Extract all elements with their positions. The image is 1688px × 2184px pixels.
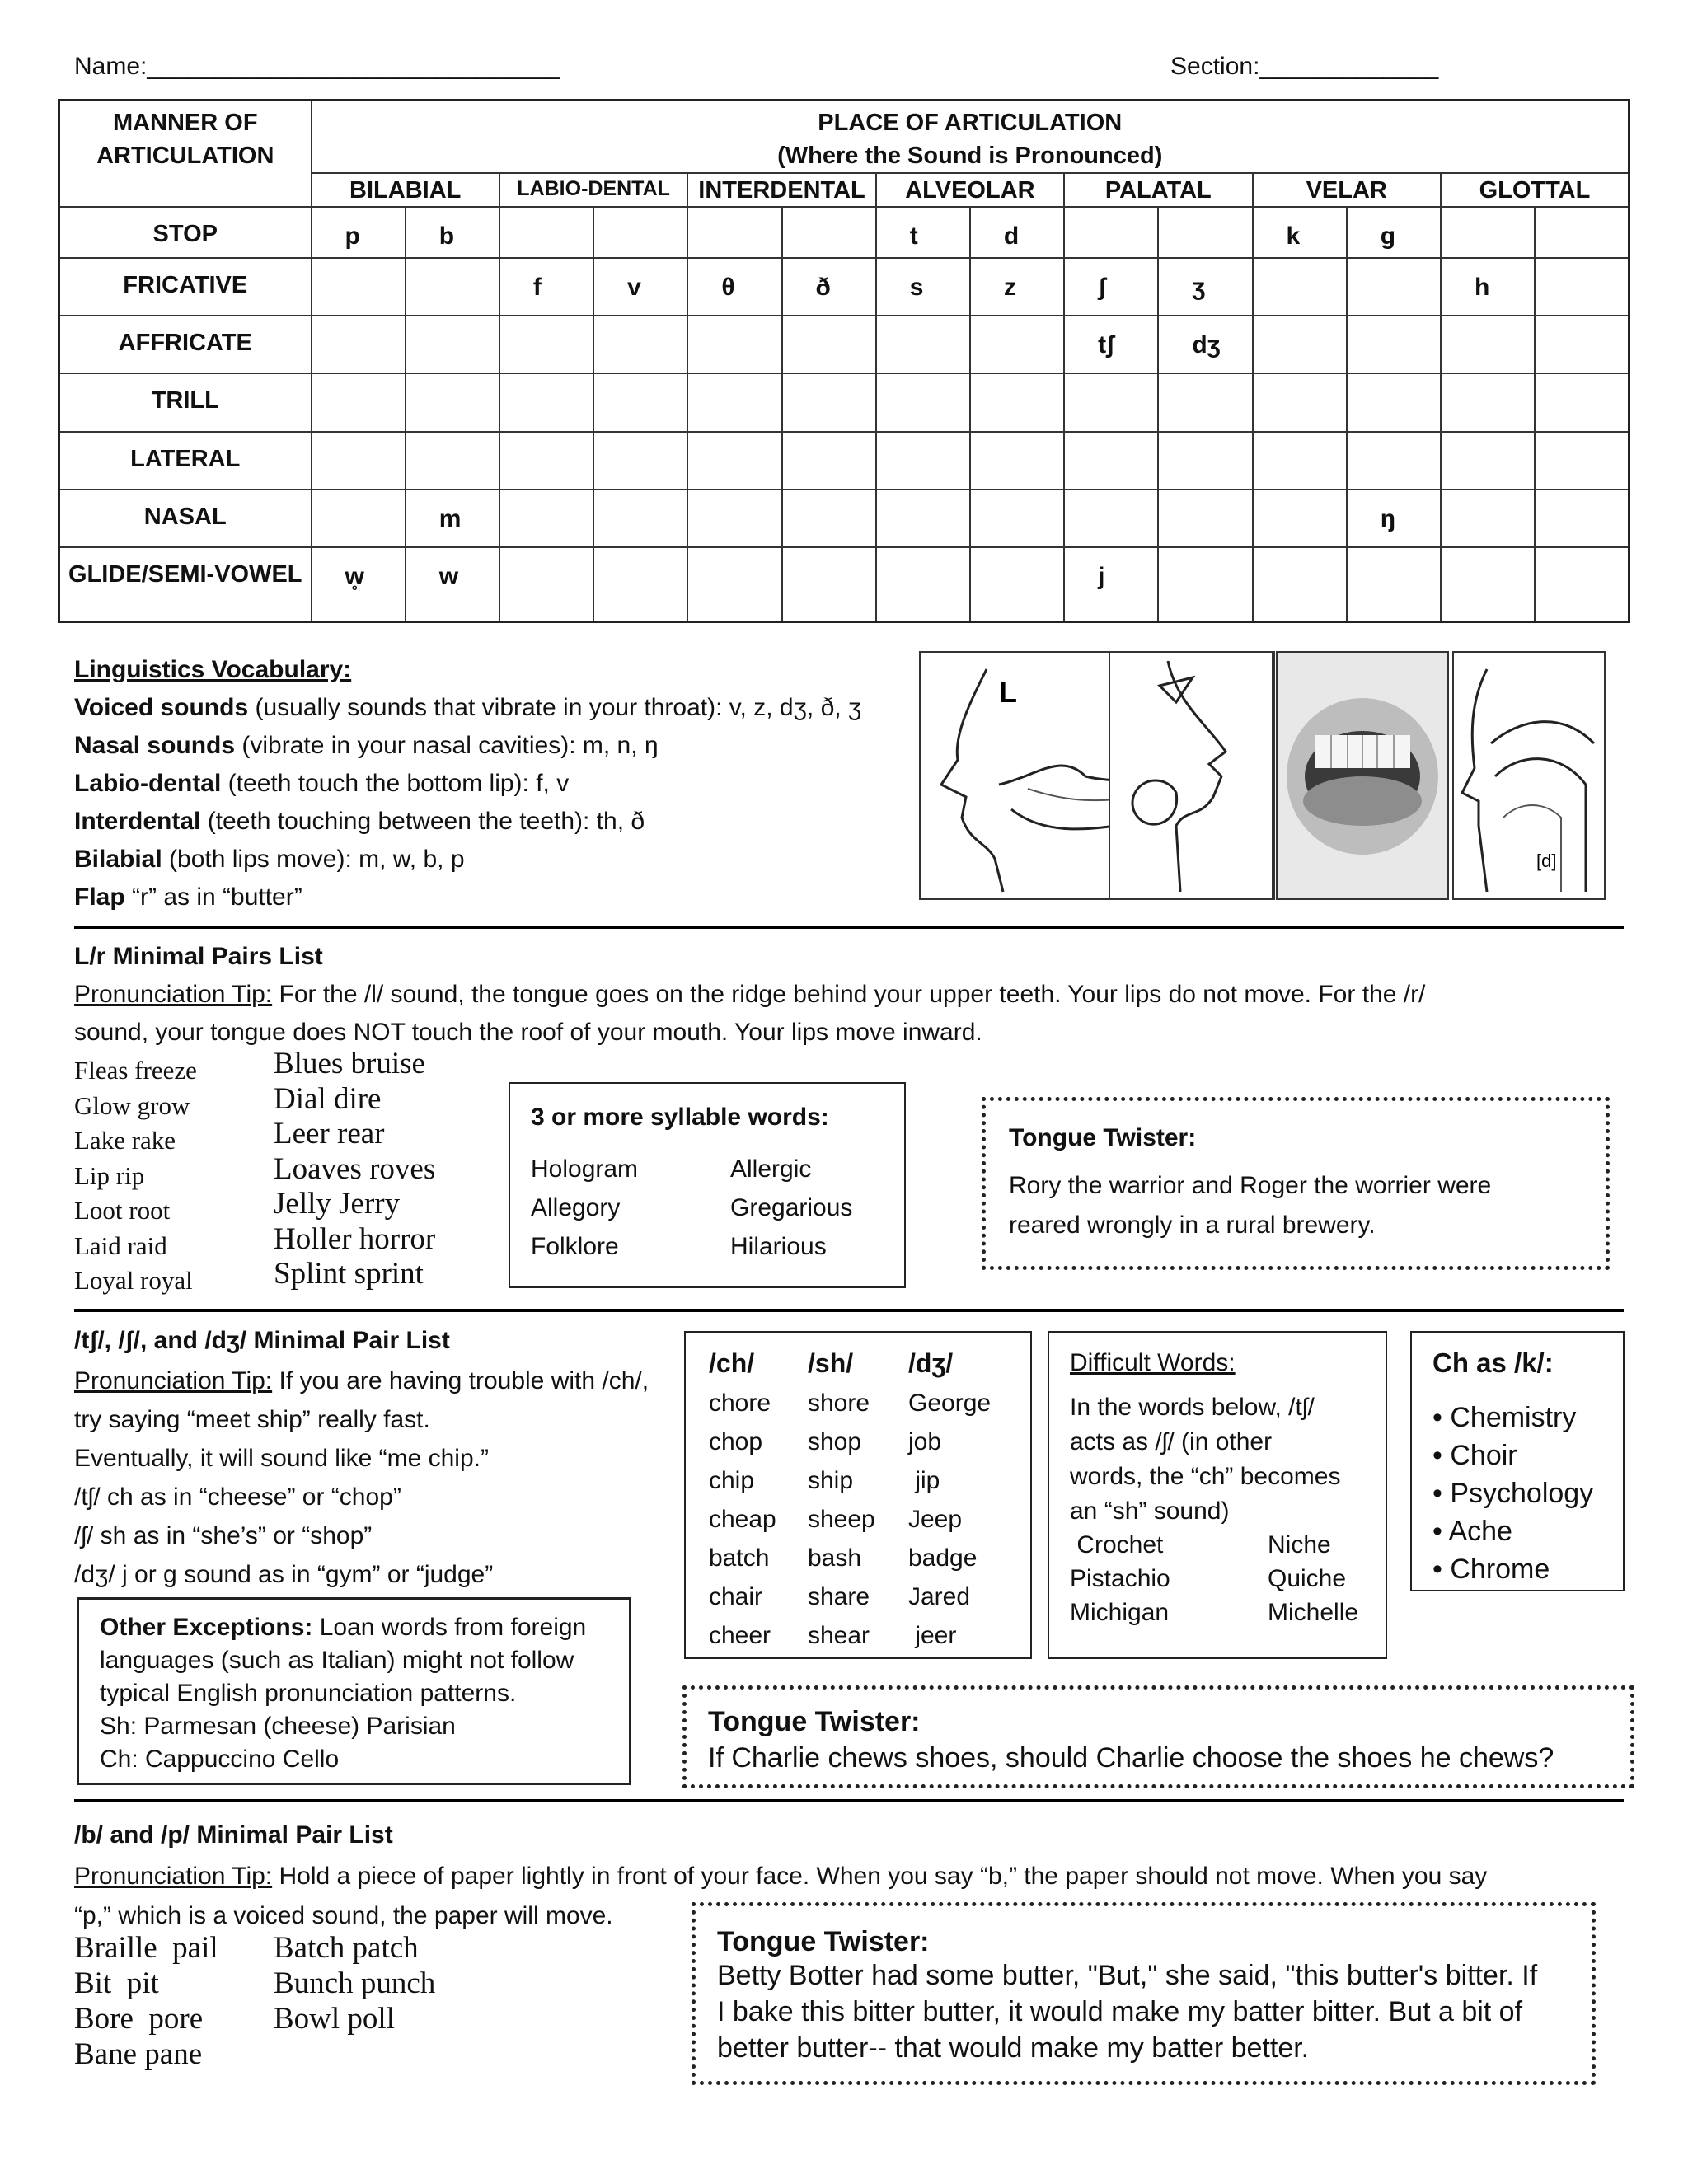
ipa-cell [1535, 316, 1629, 373]
ipa-cell: ʒ [1158, 258, 1252, 316]
ipa-cell [782, 373, 876, 431]
tongue-d-illustration [1454, 653, 1604, 898]
dj-pair-word: Jared [908, 1583, 971, 1610]
ipa-cell [499, 207, 593, 258]
ipa-cell [593, 316, 687, 373]
difficult-words-box [1048, 1331, 1387, 1659]
place-bilabial: BILABIAL [312, 173, 499, 206]
ipa-cell [1441, 207, 1535, 258]
sh-pair-word: shore [808, 1390, 870, 1417]
minimal-pair: Loaves roves [274, 1151, 436, 1186]
bp-tongue-twister-box [692, 1902, 1596, 2085]
difficult-description [1070, 1390, 1340, 1529]
place-alveolar: ALVEOLAR [876, 173, 1064, 206]
ipa-cell [1253, 547, 1347, 621]
exceptions-line: Ch: Cappuccino Cello [100, 1746, 340, 1773]
ch-tip-line: /tʃ/ ch as in “cheese” or “chop” [74, 1483, 401, 1511]
ipa-cell [876, 432, 970, 490]
table-row [59, 547, 1629, 621]
ch-pairs-column-sh [808, 1384, 875, 1655]
bp-pairs-column-1 [74, 1930, 218, 2072]
ipa-cell [1535, 207, 1629, 258]
table-row [59, 373, 1629, 431]
ch-pairs-column-dj [908, 1384, 991, 1655]
ipa-cell [1158, 207, 1252, 258]
ipa-cell [782, 316, 876, 373]
divider-2 [74, 1309, 1624, 1312]
sh-pair-word: shop [808, 1428, 862, 1455]
ipa-cell [782, 432, 876, 490]
bp-pairs-column-2 [274, 1930, 435, 2036]
difficult-description-line: words, the “ch” becomes [1070, 1463, 1341, 1490]
difficult-word: Pistachio [1070, 1565, 1170, 1592]
ipa-cell [687, 432, 781, 490]
table-row [59, 432, 1629, 490]
ipa-cell [687, 207, 781, 258]
manner-label: LATERAL [59, 432, 312, 490]
ch-as-k-item: • Chrome [1432, 1554, 1550, 1585]
ipa-cell [1535, 258, 1629, 316]
ipa-cell [406, 316, 499, 373]
ipa-cell [1253, 316, 1347, 373]
ipa-cell: dʒ [1158, 316, 1252, 373]
labiodental-illustration [1110, 653, 1272, 898]
ch-pair-word: chop [709, 1428, 763, 1455]
ipa-cell [1253, 373, 1347, 431]
minimal-pair: Loot root [74, 1196, 171, 1225]
bp-twister-line: I bake this bitter butter, it would make my batter bitter. But a bit of [717, 1996, 1523, 2027]
difficult-description-line: In the words below, /tʃ/ [1070, 1394, 1315, 1421]
ipa-cell [782, 547, 876, 621]
vocabulary-item: Flap “r” as in “butter” [74, 883, 302, 911]
minimal-pair: Bowl poll [274, 2002, 395, 2036]
syllable-word: Folklore [531, 1233, 619, 1260]
ipa-cell [593, 547, 687, 621]
dj-pair-word: George [908, 1390, 992, 1417]
tongue-d-diagram [1452, 651, 1606, 900]
ipa-cell [1158, 432, 1252, 490]
ipa-cell [1158, 547, 1252, 621]
ipa-cell [499, 547, 593, 621]
difficult-column-1 [1070, 1528, 1170, 1629]
lr-pairs-column-1 [74, 1053, 197, 1299]
syllable-word: Allergic [730, 1155, 812, 1183]
exceptions-line: Sh: Parmesan (cheese) Parisian [100, 1713, 456, 1740]
dj-pair-word: Jeep [908, 1506, 963, 1533]
manner-label: NASAL [59, 490, 312, 547]
bp-twister-line: Betty Botter had some butter, "But," she said, "this butter's bitter. If [717, 1960, 1538, 1991]
ipa-cell [1441, 432, 1535, 490]
ipa-cell: ʃ [1064, 258, 1158, 316]
syllable-column-1 [531, 1150, 638, 1266]
dj-pair-word: jeer [908, 1622, 957, 1649]
minimal-pair: Bit pit [74, 1966, 159, 2000]
exceptions-line: languages (such as Italian) might not follow [100, 1647, 574, 1674]
ipa-cell [406, 373, 499, 431]
lr-pairs-column-2 [274, 1047, 435, 1292]
ipa-cell: f [499, 258, 593, 316]
ipa-cell [687, 373, 781, 431]
ipa-cell: m [406, 490, 499, 547]
ipa-cell [593, 490, 687, 547]
ipa-cell [1158, 490, 1252, 547]
bp-tip-line-2: “p,” which is a voiced sound, the paper will move. [74, 1902, 613, 1929]
ch-as-k-item: • Chemistry [1432, 1402, 1577, 1433]
minimal-pair: Glow grow [74, 1090, 190, 1120]
dj-pair-word: badge [908, 1544, 978, 1572]
ch-pair-word: chip [709, 1467, 755, 1494]
ch-pairs-header-ch: /ch/ [709, 1348, 755, 1378]
exceptions-line: typical English pronunciation patterns. [100, 1680, 517, 1707]
vocabulary-item: Nasal sounds (vibrate in your nasal cavities): m, n, ŋ [74, 732, 659, 759]
ipa-cell: k [1253, 207, 1347, 258]
minimal-pair: Bunch punch [274, 1966, 436, 2000]
ipa-cell [406, 432, 499, 490]
ipa-cell [1158, 373, 1252, 431]
bp-tip-line-1: Pronunciation Tip: Hold a piece of paper lightly in front of your face. When you say “b,” the paper should not move. When you say [74, 1863, 1488, 1890]
ch-pairs-header-dj: /dʒ/ [908, 1348, 954, 1378]
ch-as-k-item: • Ache [1432, 1516, 1512, 1547]
ipa-cell: p [312, 207, 406, 258]
ipa-cell [1253, 490, 1347, 547]
minimal-pair: Lake rake [74, 1126, 176, 1155]
lr-twister-title: Tongue Twister: [1009, 1124, 1197, 1151]
ipa-cell [1535, 432, 1629, 490]
table-row [59, 316, 1629, 373]
ch-tip-line: Eventually, it will sound like “me chip.” [74, 1445, 489, 1472]
sh-pair-word: shear [808, 1622, 870, 1649]
ipa-cell [1253, 258, 1347, 316]
ipa-cell [1347, 547, 1441, 621]
figure-label-d: [d] [1536, 851, 1557, 871]
ipa-cell [1064, 432, 1158, 490]
ch-pair-word: cheer [709, 1622, 771, 1649]
place-interdental: INTERDENTAL [687, 173, 875, 206]
bp-section-title: /b/ and /p/ Minimal Pair List [74, 1821, 393, 1849]
difficult-word: Michigan [1070, 1599, 1170, 1626]
ipa-cell [687, 316, 781, 373]
ipa-cell [1441, 490, 1535, 547]
syllable-word: Allegory [531, 1194, 621, 1221]
ipa-cell: ŋ [1347, 490, 1441, 547]
place-velar: VELAR [1253, 173, 1441, 206]
ch-as-k-box [1410, 1331, 1625, 1591]
minimal-pair: Bane pane [74, 2037, 203, 2071]
ipa-cell [1253, 432, 1347, 490]
minimal-pair: Bore pore [74, 2002, 204, 2036]
ch-pair-word: chair [709, 1583, 763, 1610]
ipa-cell: z [970, 258, 1064, 316]
ch-section-title: /tʃ/, /ʃ/, and /dʒ/ Minimal Pair List [74, 1327, 450, 1354]
ipa-cell: s [876, 258, 970, 316]
other-exceptions-box [77, 1597, 631, 1785]
ch-tongue-twister-box [682, 1685, 1634, 1788]
ch-tip-line: /ʃ/ sh as in “she’s” or “shop” [74, 1522, 373, 1549]
ipa-cell [876, 490, 970, 547]
ipa-cell [1441, 547, 1535, 621]
syllable-words-box [509, 1082, 906, 1288]
manner-header: MANNER OF ARTICULATION [59, 101, 312, 207]
ipa-cell [593, 207, 687, 258]
ipa-cell [970, 373, 1064, 431]
ipa-cell [499, 432, 593, 490]
ipa-cell: j [1064, 547, 1158, 621]
ipa-cell [876, 547, 970, 621]
ipa-cell [499, 316, 593, 373]
ipa-cell [312, 432, 406, 490]
syllable-word: Gregarious [730, 1194, 853, 1221]
ipa-cell [406, 258, 499, 316]
ch-pairs-column-ch [709, 1384, 776, 1655]
minimal-pair: Dial dire [274, 1081, 382, 1116]
ipa-cell [1347, 316, 1441, 373]
table-row [59, 258, 1629, 316]
sh-pair-word: ship [808, 1467, 854, 1494]
bp-twister-text [717, 1957, 1537, 2066]
ch-as-k-list [1432, 1399, 1593, 1588]
ipa-cell [1347, 432, 1441, 490]
ipa-cell [1064, 373, 1158, 431]
difficult-word: Crochet [1070, 1531, 1164, 1558]
ipa-cell: g [1347, 207, 1441, 258]
lr-tip-line-2: sound, your tongue does NOT touch the roof of your mouth. Your lips move inward. [74, 1019, 982, 1046]
minimal-pair: Blues bruise [274, 1047, 425, 1080]
ipa-cell [1441, 316, 1535, 373]
minimal-pair: Batch patch [274, 1931, 419, 1965]
figure-label-l: L [999, 675, 1017, 709]
ipa-cell [312, 373, 406, 431]
ipa-cell [1064, 207, 1158, 258]
ipa-cell [312, 258, 406, 316]
ch-as-k-title: Ch as /k/: [1432, 1347, 1554, 1378]
place-labio-dental: LABIO-DENTAL [499, 173, 687, 206]
lr-tongue-twister-box [982, 1097, 1610, 1270]
ipa-cell [782, 207, 876, 258]
ch-pairs-box [684, 1331, 1032, 1659]
name-field[interactable]: Name:______________________________ [74, 53, 560, 80]
bp-twister-line: better butter-- that would make my batter better. [717, 2032, 1310, 2064]
ch-tip [74, 1361, 649, 1594]
syllable-word: Hologram [531, 1155, 639, 1183]
ipa-cell [970, 490, 1064, 547]
ch-pair-word: cheap [709, 1506, 776, 1533]
ipa-cell [876, 316, 970, 373]
tongue-f-diagram [1109, 651, 1273, 900]
manner-label: TRILL [59, 373, 312, 431]
minimal-pair: Loyal royal [74, 1266, 193, 1295]
lr-section-title: L/r Minimal Pairs List [74, 943, 323, 970]
teeth-photo [1276, 651, 1449, 900]
vocabulary-item: Interdental (teeth touching between the teeth): th, ð [74, 808, 645, 835]
syllable-column-2 [730, 1150, 852, 1266]
place-glottal: GLOTTAL [1441, 173, 1629, 206]
ipa-cell [1535, 490, 1629, 547]
ipa-cell: v [593, 258, 687, 316]
ipa-cell [687, 490, 781, 547]
bp-twister-title: Tongue Twister: [717, 1926, 930, 1957]
place-palatal: PALATAL [1064, 173, 1252, 206]
ch-as-k-item: • Choir [1432, 1440, 1517, 1471]
minimal-pair: Holler horror [274, 1221, 436, 1256]
syllable-word: Hilarious [730, 1233, 827, 1260]
exceptions-line: Other Exceptions: Loan words from foreign [100, 1614, 587, 1641]
dj-pair-word: job [908, 1428, 942, 1455]
ipa-cell: d [970, 207, 1064, 258]
sh-pair-word: bash [808, 1544, 862, 1572]
sh-pair-word: share [808, 1583, 870, 1610]
lr-twister-line-1: Rory the warrior and Roger the worrier were [1009, 1172, 1492, 1199]
minimal-pair: Braille pail [74, 1931, 218, 1965]
ch-twister-text: If Charlie chews shoes, should Charlie choose the shoes he chews? [708, 1742, 1554, 1774]
difficult-description-line: acts as /ʃ/ (in other [1070, 1428, 1273, 1455]
sh-pair-word: sheep [808, 1506, 875, 1533]
ch-tip-line: Pronunciation Tip: If you are having trouble with /ch/, [74, 1367, 649, 1394]
vocabulary-title: Linguistics Vocabulary: [74, 656, 352, 683]
minimal-pair: Jelly Jerry [274, 1187, 401, 1221]
ipa-cell: h [1441, 258, 1535, 316]
articulation-table [58, 99, 1630, 623]
manner-label: FRICATIVE [59, 258, 312, 316]
minimal-pair: Splint sprint [274, 1257, 424, 1291]
lr-twister-line-2: reared wrongly in a rural brewery. [1009, 1212, 1376, 1239]
ipa-cell [593, 432, 687, 490]
dj-pair-word: jip [908, 1467, 940, 1494]
minimal-pair: Laid raid [74, 1230, 167, 1260]
table-row [59, 490, 1629, 547]
lr-tip-line-1: Pronunciation Tip: For the /l/ sound, the tongue goes on the ridge behind your upper teeth. Your lips do not move. For the /r/ [74, 981, 1426, 1008]
manner-label: AFFRICATE [59, 316, 312, 373]
ipa-cell [499, 373, 593, 431]
ipa-cell: θ [687, 258, 781, 316]
ipa-cell [312, 490, 406, 547]
ipa-cell [1347, 373, 1441, 431]
difficult-word: Quiche [1268, 1565, 1347, 1592]
manner-label: GLIDE/SEMI-VOWEL [59, 547, 312, 621]
difficult-title: Difficult Words: [1070, 1349, 1236, 1376]
ipa-cell [1535, 547, 1629, 621]
ipa-cell: b [406, 207, 499, 258]
ipa-cell [970, 432, 1064, 490]
vocabulary-section [74, 651, 861, 916]
difficult-description-line: an “sh” sound) [1070, 1497, 1230, 1525]
divider-1 [74, 926, 1624, 929]
ipa-cell [1441, 373, 1535, 431]
ch-pair-word: batch [709, 1544, 770, 1572]
ch-tip-line: /dʒ/ j or g sound as in “gym” or “judge” [74, 1561, 494, 1588]
difficult-word: Niche [1268, 1531, 1331, 1558]
ipa-cell: w̥ [312, 547, 406, 621]
ch-as-k-item: • Psychology [1432, 1478, 1594, 1509]
syllable-title: 3 or more syllable words: [531, 1104, 829, 1131]
vocabulary-item: Labio-dental (teeth touch the bottom lip): f, v [74, 770, 570, 797]
place-header: PLACE OF ARTICULATION (Where the Sound is Pronounced) [312, 101, 1629, 174]
ipa-cell [593, 373, 687, 431]
ipa-cell [782, 490, 876, 547]
ch-pairs-header-sh: /sh/ [808, 1348, 854, 1378]
ch-tip-line: try saying “meet ship” really fast. [74, 1406, 430, 1433]
table-row [59, 207, 1629, 258]
teeth-photo-illustration [1278, 653, 1447, 898]
section-field[interactable]: Section:_____________ [1170, 53, 1439, 80]
difficult-word: Michelle [1268, 1599, 1359, 1626]
vocabulary-item: Voiced sounds (usually sounds that vibrate in your throat): v, z, dʒ, ð, ʒ [74, 694, 862, 721]
ipa-cell: tʃ [1064, 316, 1158, 373]
ipa-cell [499, 490, 593, 547]
difficult-column-2 [1268, 1528, 1358, 1629]
minimal-pair: Fleas freeze [74, 1056, 197, 1085]
ch-twister-title: Tongue Twister: [708, 1706, 921, 1737]
ipa-cell [876, 373, 970, 431]
minimal-pair: Leer rear [274, 1117, 385, 1151]
ipa-cell [970, 316, 1064, 373]
ipa-cell: t [876, 207, 970, 258]
ipa-cell: w [406, 547, 499, 621]
ipa-cell [687, 547, 781, 621]
ipa-cell [1064, 490, 1158, 547]
ipa-cell [312, 316, 406, 373]
ipa-cell [970, 547, 1064, 621]
ipa-cell [1535, 373, 1629, 431]
vocabulary-item: Bilabial (both lips move): m, w, b, p [74, 846, 465, 873]
ch-pair-word: chore [709, 1390, 771, 1417]
ipa-cell [1347, 258, 1441, 316]
minimal-pair: Lip rip [74, 1160, 145, 1190]
manner-label: STOP [59, 207, 312, 258]
ipa-cell: ð [782, 258, 876, 316]
divider-3 [74, 1799, 1624, 1802]
